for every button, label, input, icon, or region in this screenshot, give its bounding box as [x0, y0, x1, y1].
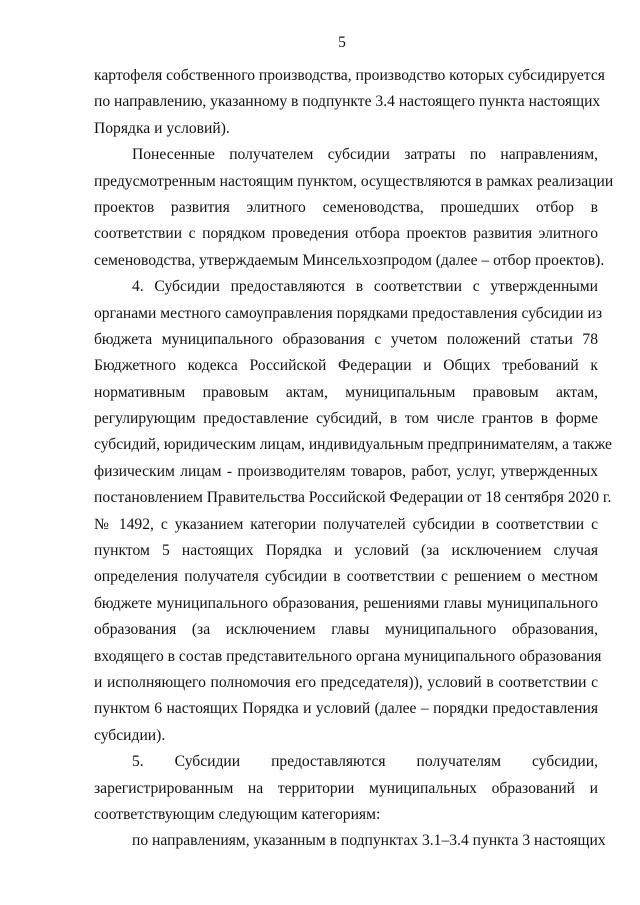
text-line: определения получателя субсидии в соответствии с решением о местном: [94, 568, 598, 586]
text-line: предусмотренным настоящим пунктом, осуществляются в рамках реализации: [94, 172, 614, 190]
page-number: 5: [338, 34, 346, 51]
text-line: Понесенные получателем субсидии затраты по направлениям,: [132, 146, 598, 164]
text-line: субсидии).: [94, 726, 166, 744]
paragraph: [94, 749, 598, 828]
text-line: по направлениям, указанным в подпунктах 3.1–3.4 пункта 3 настоящих: [132, 832, 606, 850]
paragraph: [94, 63, 605, 142]
text-line: № 1492, с указанием категории получателей субсидии в соответствии с: [94, 515, 598, 533]
text-line: Бюджетного кодекса Российской Федерации и Общих требований к: [94, 357, 598, 375]
text-line: нормативным правовым актам, муниципальным правовым актам,: [94, 383, 598, 401]
text-line: семеноводства, утверждаемым Минсельхозпродом (далее – отбор проектов).: [94, 251, 605, 269]
text-line: соответствии с порядком проведения отбора проектов развития элитного: [94, 225, 598, 243]
text-line: 5. Субсидии предоставляются получателям субсидии,: [132, 753, 598, 771]
text-line: пунктом 5 настоящих Порядка и условий (за исключением случая: [94, 542, 598, 560]
text-line: регулирующим предоставление субсидий, в том числе грантов в форме: [94, 410, 598, 428]
paragraph: [94, 828, 606, 854]
text-line: входящего в состав представительного органа муниципального образования: [94, 647, 602, 665]
text-line: образования (за исключением главы муниципального образования,: [94, 621, 598, 639]
text-line: по направлению, указанному в подпункте 3.4 настоящего пункта настоящих: [94, 93, 601, 111]
text-line: 4. Субсидии предоставляются в соответствии с утвержденными: [132, 278, 598, 296]
text-line: физическим лицам - производителям товаров, работ, услуг, утвержденных: [94, 462, 598, 480]
text-line: соответствующим следующим категориям:: [94, 805, 381, 823]
text-line: бюджета муниципального образования с учетом положений статьи 78: [94, 330, 598, 348]
text-line: субсидий, юридическим лицам, индивидуальным предпринимателям, а также: [94, 436, 612, 454]
paragraph: [94, 142, 614, 274]
text-line: и исполняющего полномочия его председателя)), условий в соответствии с: [94, 673, 598, 691]
text-line: пунктом 6 настоящих Порядка и условий (далее – порядки предоставления: [94, 700, 598, 718]
text-line: Порядка и условий).: [94, 119, 230, 137]
text-line: проектов развития элитного семеноводства, прошедших отбор в: [94, 198, 598, 216]
text-line: органами местного самоуправления порядками предоставления субсидии из: [94, 304, 603, 322]
text-line: зарегистрированным на территории муниципальных образований и: [94, 779, 598, 797]
text-line: бюджете муниципального образования, решениями главы муниципального: [94, 594, 598, 612]
text-line: картофеля собственного производства, производство которых субсидируется: [94, 67, 605, 84]
document-body: [94, 63, 614, 855]
text-line: постановлением Правительства Российской Федерации от 18 сентября 2020 г.: [94, 489, 612, 507]
paragraph: [94, 274, 612, 749]
